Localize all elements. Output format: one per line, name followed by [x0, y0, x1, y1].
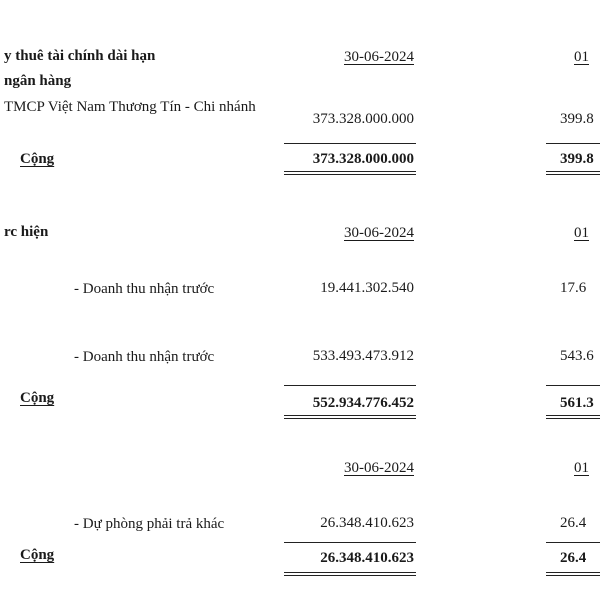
section1-total-val1: 373.328.000.000	[312, 151, 414, 167]
section2-date-col2: 01	[574, 225, 589, 241]
section2-total-double-rule-col2	[546, 415, 600, 419]
section2-row1-label: - Doanh thu nhận trước	[74, 281, 215, 297]
section3-total-label: Cộng	[20, 547, 55, 563]
section3-date-col1: 30-06-2024	[344, 460, 414, 476]
section2-total-double-rule	[284, 415, 416, 419]
section2-date-col1: 30-06-2024	[344, 225, 414, 241]
section3-total-val2: 26.4	[560, 550, 587, 566]
section2-title: rc hiện	[4, 224, 49, 240]
section2-subtotal-rule	[284, 385, 416, 386]
section2-row2-label: - Doanh thu nhận trước	[74, 349, 215, 365]
section1-total-label: Cộng	[20, 151, 55, 167]
section2-row2-val1: 533.493.473.912	[312, 348, 414, 364]
section2-row1-val2: 17.6	[560, 280, 587, 296]
section2-subtotal-rule-col2	[546, 385, 600, 386]
section3-row-label: - Dự phòng phải trả khác	[74, 516, 225, 532]
section1-title-line1: y thuê tài chính dài hạn	[4, 48, 156, 64]
section3-row-val2: 26.4	[560, 515, 587, 531]
section1-title-line2: ngân hàng	[4, 73, 72, 89]
section3-total-double-rule-col2	[546, 572, 600, 576]
section1-subtotal-rule	[284, 143, 416, 144]
section2-total-val2: 561.3	[560, 395, 594, 411]
section3-subtotal-rule-col2	[546, 542, 600, 543]
section1-row-label: TMCP Việt Nam Thương Tín - Chi nhánh	[4, 99, 256, 115]
section3-total-val1: 26.348.410.623	[320, 550, 414, 566]
section3-total-double-rule	[284, 572, 416, 576]
section1-row-val1: 373.328.000.000	[312, 111, 414, 127]
section3-date-col2: 01	[574, 460, 589, 476]
section2-total-val1: 552.934.776.452	[312, 395, 414, 411]
section3-subtotal-rule	[284, 542, 416, 543]
section2-row1-val1: 19.441.302.540	[320, 280, 414, 296]
section1-total-double-rule	[284, 171, 416, 175]
section1-subtotal-rule-col2	[546, 143, 600, 144]
section1-date-col2: 01	[574, 49, 589, 65]
section1-row-val2: 399.8	[560, 111, 594, 127]
section1-total-val2: 399.8	[560, 151, 594, 167]
section3-row-val1: 26.348.410.623	[320, 515, 414, 531]
section1-total-double-rule-col2	[546, 171, 600, 175]
section2-total-label: Cộng	[20, 390, 55, 406]
section2-row2-val2: 543.6	[560, 348, 594, 364]
section1-date-col1: 30-06-2024	[344, 49, 414, 65]
